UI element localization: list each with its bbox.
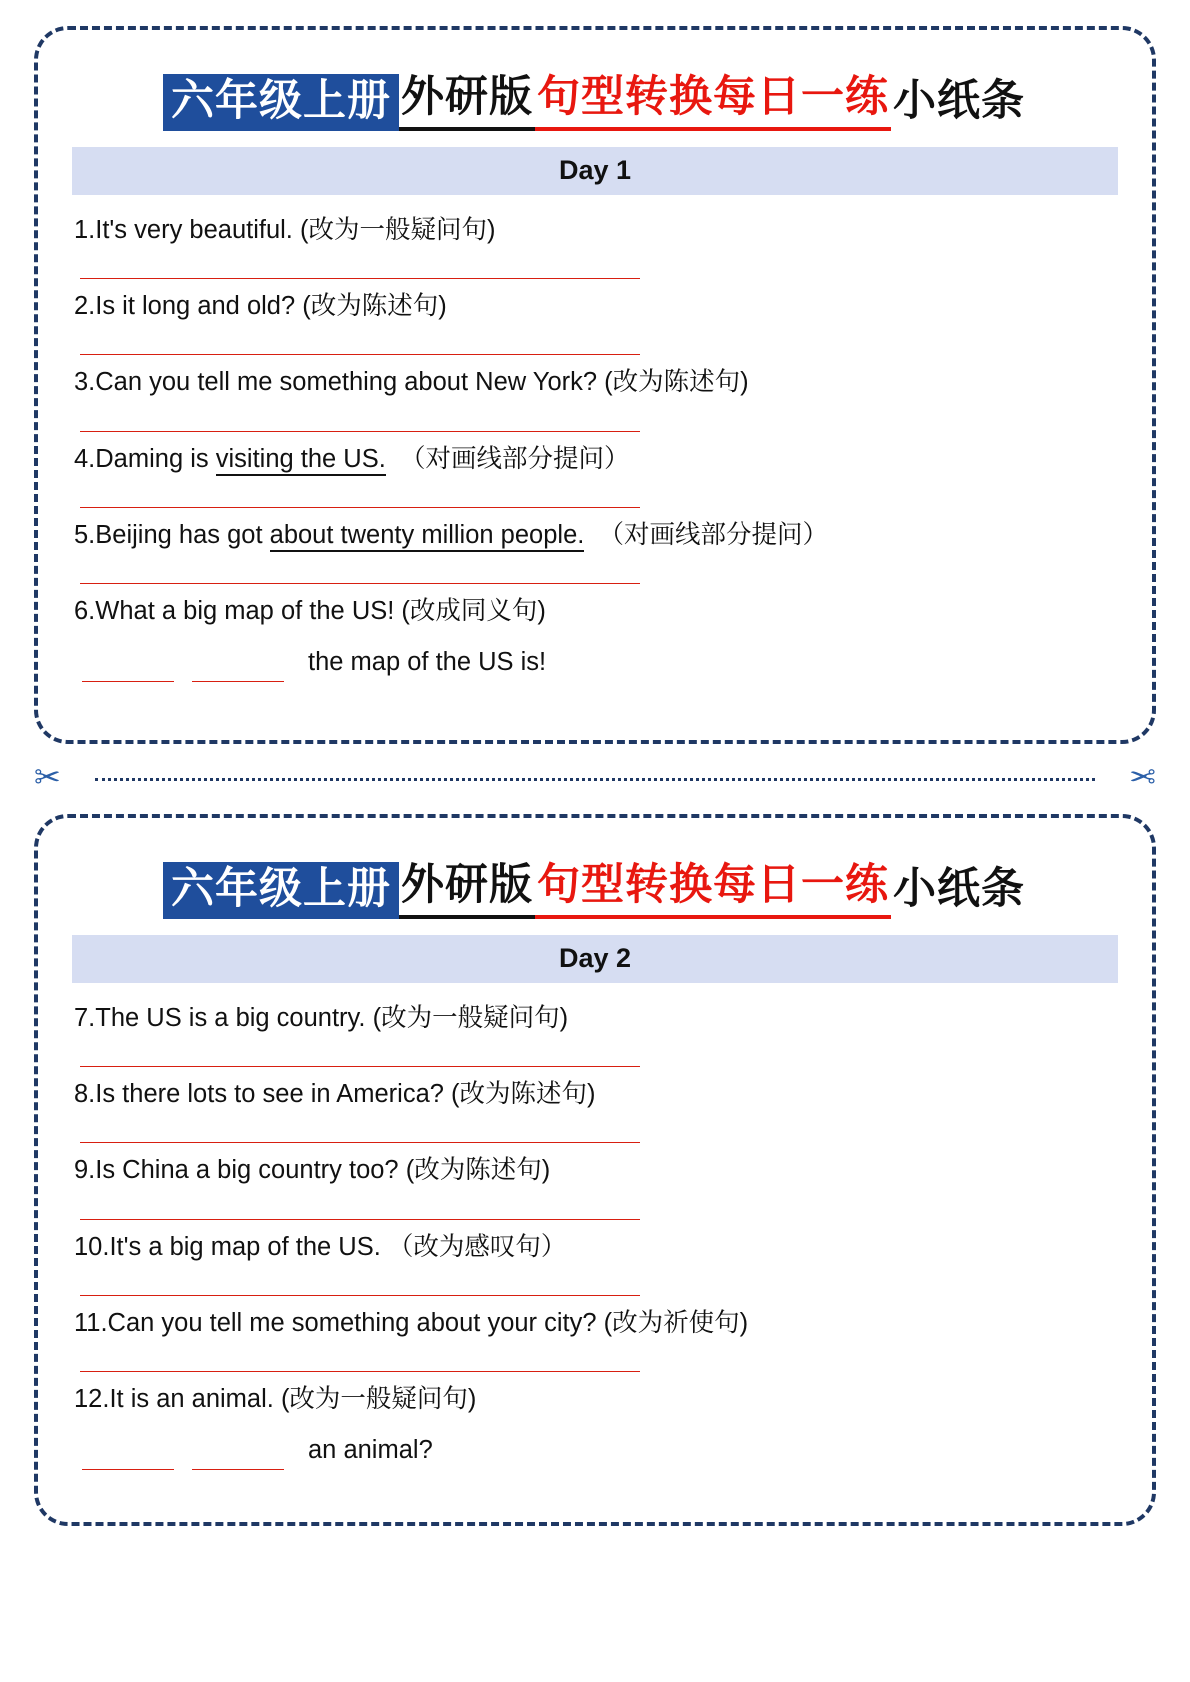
title-version: 外研版 — [399, 858, 535, 919]
question-text: 5.Beijing has got about twenty million people. （对画线部分提问） — [74, 508, 1116, 557]
question-text: 1.It's very beautiful. (改为一般疑问句) — [74, 215, 496, 244]
day-banner-2: Day 2 — [72, 935, 1118, 983]
answer-line[interactable] — [80, 1116, 640, 1143]
worksheet-card-day2 — [34, 814, 1156, 1526]
scissors-icon: ✂ — [34, 759, 61, 795]
question-text: 2.Is it long and old? (改为陈述句) — [74, 292, 447, 321]
blank-tail-text: the map of the US is! — [308, 648, 547, 677]
question-item — [74, 203, 1116, 279]
title-topic: 句型转换每日一练 — [535, 70, 891, 131]
question-item — [74, 1067, 1116, 1143]
question-text: 10.It's a big map of the US. （改为感叹句） — [74, 1232, 567, 1261]
scissors-icon: ✂ — [1129, 759, 1156, 795]
question-text: 3.Can you tell me something about New York? (改为陈述句) — [74, 368, 749, 397]
question-item — [74, 279, 1116, 355]
question-text: 4.Daming is visiting the US. （对画线部分提问） — [74, 432, 1116, 481]
title-suffix: 小纸条 — [893, 865, 1025, 913]
question-text: 11.Can you tell me something about your city? (改为祈使句) — [74, 1308, 749, 1337]
question-item — [74, 991, 1116, 1067]
question-text: 9.Is China a big country too? (改为陈述句) — [74, 1156, 551, 1185]
underlined-phrase: about twenty million people. — [270, 521, 585, 552]
question-item — [74, 508, 1116, 584]
answer-blank-row — [74, 633, 1116, 683]
question-text: 8.Is there lots to see in America? (改为陈述句) — [74, 1080, 596, 1109]
question-item — [74, 1372, 1116, 1472]
answer-line[interactable] — [80, 1269, 640, 1296]
question-item — [74, 432, 1116, 508]
worksheet-card-day1 — [34, 26, 1156, 744]
day-banner-1: Day 1 — [72, 147, 1118, 195]
answer-line[interactable] — [80, 252, 640, 279]
answer-line[interactable] — [80, 328, 640, 355]
answer-blank-row — [74, 1421, 1116, 1471]
answer-line[interactable] — [80, 557, 640, 584]
question-text: 7.The US is a big country. (改为一般疑问句) — [74, 1003, 569, 1032]
answer-blank[interactable] — [192, 1447, 284, 1470]
answer-blank[interactable] — [192, 659, 284, 682]
question-list-day2 — [68, 991, 1122, 1472]
question-text: 6.What a big map of the US! (改成同义句) — [74, 597, 546, 626]
worksheet-title-day1 — [68, 70, 1122, 131]
title-grade: 六年级上册 — [163, 862, 399, 919]
underlined-phrase: visiting the US. — [216, 445, 386, 476]
answer-line[interactable] — [80, 405, 640, 432]
question-item — [74, 355, 1116, 431]
question-text: 12.It is an animal. (改为一般疑问句) — [74, 1385, 477, 1414]
cut-line — [34, 744, 1156, 814]
title-version: 外研版 — [399, 70, 535, 131]
title-grade: 六年级上册 — [163, 74, 399, 131]
question-item — [74, 1296, 1116, 1372]
question-item — [74, 584, 1116, 684]
question-item — [74, 1220, 1116, 1296]
cut-dotted-line — [95, 778, 1095, 781]
answer-blank[interactable] — [82, 1447, 174, 1470]
blank-tail-text: an animal? — [308, 1436, 433, 1465]
answer-line[interactable] — [80, 1345, 640, 1372]
answer-blank[interactable] — [82, 659, 174, 682]
title-suffix: 小纸条 — [893, 77, 1025, 125]
answer-line[interactable] — [80, 481, 640, 508]
question-list-day1 — [68, 203, 1122, 684]
answer-line[interactable] — [80, 1040, 640, 1067]
question-item — [74, 1143, 1116, 1219]
worksheet-title-day2 — [68, 858, 1122, 919]
title-topic: 句型转换每日一练 — [535, 858, 891, 919]
answer-line[interactable] — [80, 1193, 640, 1220]
